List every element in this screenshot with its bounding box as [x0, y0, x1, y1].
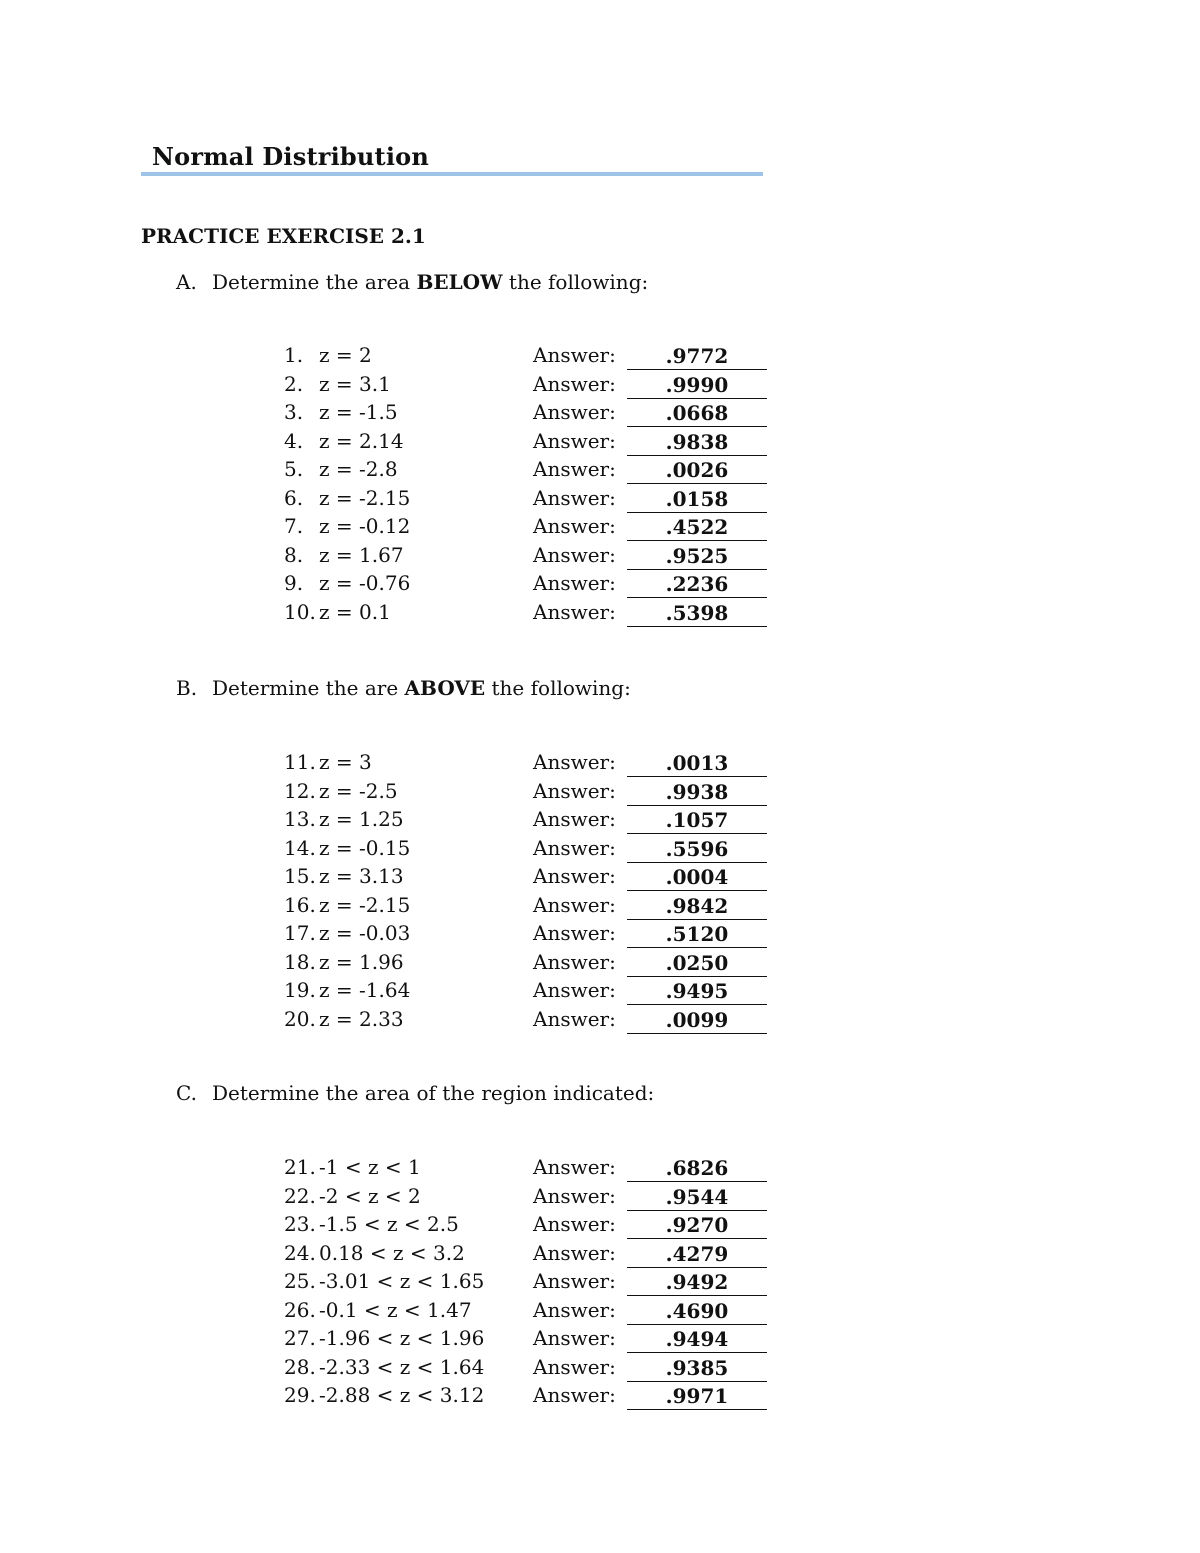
- question-expression: z = 1.67: [319, 542, 404, 567]
- answer-label: Answer:: [533, 371, 616, 396]
- answer-label: Answer:: [533, 1155, 616, 1179]
- exercise-heading: PRACTICE EXERCISE 2.1: [141, 224, 426, 248]
- answer-value: .0013: [627, 750, 767, 777]
- question-number: 1.: [284, 343, 304, 367]
- question-number: 17.: [284, 921, 316, 945]
- title-underline: [141, 172, 763, 176]
- question-expression: z = 3.1: [319, 371, 391, 396]
- question-text: [284, 1155, 421, 1179]
- question-row: [0, 1241, 1200, 1269]
- question-number: 4.: [284, 428, 304, 453]
- question-row: [0, 1326, 1200, 1354]
- question-expression: z = -0.15: [319, 835, 411, 860]
- question-row: [0, 750, 1200, 778]
- question-text: [284, 343, 372, 367]
- question-expression: z = -2.5: [319, 778, 398, 803]
- answer-label: Answer:: [533, 750, 616, 774]
- answer-value: .9495: [627, 978, 767, 1005]
- question-text: [284, 1184, 421, 1208]
- question-text: [284, 543, 404, 567]
- answer-value: .1057: [627, 807, 767, 834]
- answer-label: Answer:: [533, 807, 616, 831]
- question-expression: z = 0.1: [319, 599, 391, 624]
- question-number: 20.: [284, 1006, 316, 1031]
- answer-value: .0250: [627, 950, 767, 977]
- question-number: 19.: [284, 978, 316, 1002]
- question-row: [0, 1155, 1200, 1183]
- answer-value: .2236: [627, 571, 767, 598]
- question-row: [0, 600, 1200, 628]
- question-expression: z = 1.25: [319, 807, 404, 831]
- question-expression: -0.1 < z < 1.47: [319, 1297, 472, 1322]
- answer-label: Answer:: [533, 428, 616, 453]
- answer-value: .5398: [627, 600, 767, 627]
- question-number: 6.: [284, 485, 304, 510]
- question-number: 8.: [284, 542, 304, 567]
- answer-value: .9842: [627, 893, 767, 920]
- question-row: [0, 429, 1200, 457]
- answer-label: Answer:: [533, 571, 616, 595]
- answer-label: Answer:: [533, 1383, 616, 1407]
- question-number: 14.: [284, 835, 316, 860]
- answer-value: .0026: [627, 457, 767, 484]
- question-number: 9.: [284, 571, 304, 595]
- answer-label: Answer:: [533, 1212, 616, 1236]
- question-expression: z = 2.33: [319, 1006, 404, 1031]
- question-text: [284, 779, 398, 803]
- answer-value: .9270: [627, 1212, 767, 1239]
- question-text: [284, 978, 410, 1002]
- answer-label: Answer:: [533, 1269, 616, 1293]
- question-expression: z = -2.8: [319, 457, 398, 481]
- section-instruction: Determine the area of the region indicated:: [212, 1081, 655, 1105]
- answer-value: .0158: [627, 486, 767, 513]
- question-number: 10.: [284, 599, 316, 624]
- question-text: [284, 807, 404, 831]
- question-text: [284, 1326, 484, 1350]
- answer-value: .9544: [627, 1184, 767, 1211]
- question-number: 16.: [284, 892, 316, 917]
- section-heading: [176, 676, 631, 700]
- question-expression: z = -0.12: [319, 514, 411, 538]
- answer-label: Answer:: [533, 1326, 616, 1350]
- question-expression: -2 < z < 2: [319, 1183, 421, 1208]
- question-row: [0, 978, 1200, 1006]
- answer-value: .4522: [627, 514, 767, 541]
- question-number: 5.: [284, 457, 304, 481]
- question-text: [284, 1383, 484, 1407]
- question-text: [284, 864, 404, 888]
- question-row: [0, 893, 1200, 921]
- answer-value: .9385: [627, 1355, 767, 1382]
- question-row: [0, 400, 1200, 428]
- answer-label: Answer:: [533, 343, 616, 367]
- question-text: [284, 893, 410, 917]
- question-row: [0, 921, 1200, 949]
- question-text: [284, 429, 404, 453]
- section-heading: [176, 1081, 654, 1105]
- question-text: [284, 1241, 465, 1265]
- question-text: [284, 750, 372, 774]
- question-row: [0, 343, 1200, 371]
- question-text: [284, 1355, 484, 1379]
- answer-value: .4690: [627, 1298, 767, 1325]
- answer-value: .5596: [627, 836, 767, 863]
- document-title: Normal Distribution: [152, 142, 429, 171]
- answer-value: .9494: [627, 1326, 767, 1353]
- question-expression: z = 1.96: [319, 949, 404, 974]
- question-number: 23.: [284, 1212, 316, 1236]
- section-instruction: Determine the area: [212, 270, 417, 294]
- answer-label: Answer:: [533, 400, 616, 424]
- question-text: [284, 600, 391, 624]
- section-heading: [176, 270, 648, 294]
- question-number: 11.: [284, 750, 316, 774]
- question-row: [0, 571, 1200, 599]
- answer-value: .9838: [627, 429, 767, 456]
- question-text: [284, 372, 391, 396]
- answer-label: Answer:: [533, 485, 616, 510]
- question-row: [0, 836, 1200, 864]
- question-expression: z = -0.76: [319, 571, 411, 595]
- question-row: [0, 1007, 1200, 1035]
- question-number: 3.: [284, 400, 304, 424]
- question-expression: z = -0.03: [319, 921, 411, 945]
- question-row: [0, 457, 1200, 485]
- section-instruction-end: the following:: [502, 270, 649, 294]
- question-expression: z = 3: [319, 750, 372, 774]
- answer-label: Answer:: [533, 1006, 616, 1031]
- question-text: [284, 1007, 404, 1031]
- question-row: [0, 543, 1200, 571]
- answer-label: Answer:: [533, 1297, 616, 1322]
- question-text: [284, 514, 410, 538]
- section-instruction: Determine the are: [212, 676, 405, 700]
- answer-label: Answer:: [533, 864, 616, 888]
- question-text: [284, 1269, 484, 1293]
- answer-value: .9772: [627, 343, 767, 370]
- answer-label: Answer:: [533, 542, 616, 567]
- question-text: [284, 1212, 459, 1236]
- question-expression: z = -2.15: [319, 485, 411, 510]
- answer-label: Answer:: [533, 1354, 616, 1379]
- question-expression: z = 2.14: [319, 428, 404, 453]
- question-row: [0, 950, 1200, 978]
- answer-label: Answer:: [533, 921, 616, 945]
- answer-label: Answer:: [533, 778, 616, 803]
- answer-label: Answer:: [533, 949, 616, 974]
- question-expression: -1 < z < 1: [319, 1155, 421, 1179]
- question-text: [284, 400, 398, 424]
- question-row: [0, 1383, 1200, 1411]
- question-row: [0, 1298, 1200, 1326]
- section-instruction-end: the following:: [485, 676, 631, 700]
- question-number: 2.: [284, 371, 304, 396]
- question-number: 15.: [284, 864, 316, 888]
- answer-value: .6826: [627, 1155, 767, 1182]
- question-expression: z = 3.13: [319, 864, 404, 888]
- question-expression: z = -1.64: [319, 978, 411, 1002]
- question-row: [0, 1212, 1200, 1240]
- section-letter: B.: [176, 676, 198, 700]
- question-number: 27.: [284, 1326, 316, 1350]
- question-expression: -1.96 < z < 1.96: [319, 1326, 485, 1350]
- section-letter: A.: [176, 270, 197, 294]
- question-row: [0, 779, 1200, 807]
- answer-label: Answer:: [533, 978, 616, 1002]
- question-text: [284, 571, 410, 595]
- question-text: [284, 486, 410, 510]
- answer-label: Answer:: [533, 892, 616, 917]
- answer-value: .4279: [627, 1241, 767, 1268]
- question-row: [0, 1355, 1200, 1383]
- question-expression: z = -2.15: [319, 892, 411, 917]
- question-number: 7.: [284, 514, 304, 538]
- question-number: 13.: [284, 807, 316, 831]
- question-text: [284, 950, 404, 974]
- answer-value: .9990: [627, 372, 767, 399]
- answer-label: Answer:: [533, 835, 616, 860]
- question-expression: -2.88 < z < 3.12: [319, 1383, 485, 1407]
- section-letter: C.: [176, 1081, 197, 1105]
- question-row: [0, 807, 1200, 835]
- question-row: [0, 864, 1200, 892]
- answer-label: Answer:: [533, 599, 616, 624]
- question-text: [284, 921, 410, 945]
- answer-label: Answer:: [533, 514, 616, 538]
- question-expression: z = -1.5: [319, 400, 398, 424]
- answer-value: .9525: [627, 543, 767, 570]
- question-number: 21.: [284, 1155, 316, 1179]
- answer-value: .9938: [627, 779, 767, 806]
- answer-value: .0099: [627, 1007, 767, 1034]
- question-number: 22.: [284, 1183, 316, 1208]
- question-number: 18.: [284, 949, 316, 974]
- question-expression: -1.5 < z < 2.5: [319, 1212, 459, 1236]
- question-number: 29.: [284, 1383, 316, 1407]
- question-expression: -2.33 < z < 1.64: [319, 1354, 485, 1379]
- question-row: [0, 514, 1200, 542]
- section-instruction-emphasis: ABOVE: [404, 676, 486, 700]
- answer-label: Answer:: [533, 457, 616, 481]
- question-text: [284, 836, 410, 860]
- question-row: [0, 1184, 1200, 1212]
- question-row: [0, 372, 1200, 400]
- question-number: 24.: [284, 1240, 316, 1265]
- question-expression: -3.01 < z < 1.65: [319, 1269, 485, 1293]
- question-expression: 0.18 < z < 3.2: [319, 1240, 465, 1265]
- question-number: 25.: [284, 1269, 316, 1293]
- answer-value: .0668: [627, 400, 767, 427]
- answer-label: Answer:: [533, 1183, 616, 1208]
- question-text: [284, 457, 398, 481]
- question-row: [0, 1269, 1200, 1297]
- answer-value: .9492: [627, 1269, 767, 1296]
- question-text: [284, 1298, 472, 1322]
- answer-value: .0004: [627, 864, 767, 891]
- question-number: 26.: [284, 1297, 316, 1322]
- question-number: 12.: [284, 778, 316, 803]
- answer-value: .9971: [627, 1383, 767, 1410]
- question-expression: z = 2: [319, 343, 372, 367]
- answer-label: Answer:: [533, 1240, 616, 1265]
- question-number: 28.: [284, 1354, 316, 1379]
- question-row: [0, 486, 1200, 514]
- section-instruction-emphasis: BELOW: [416, 270, 503, 294]
- answer-value: .5120: [627, 921, 767, 948]
